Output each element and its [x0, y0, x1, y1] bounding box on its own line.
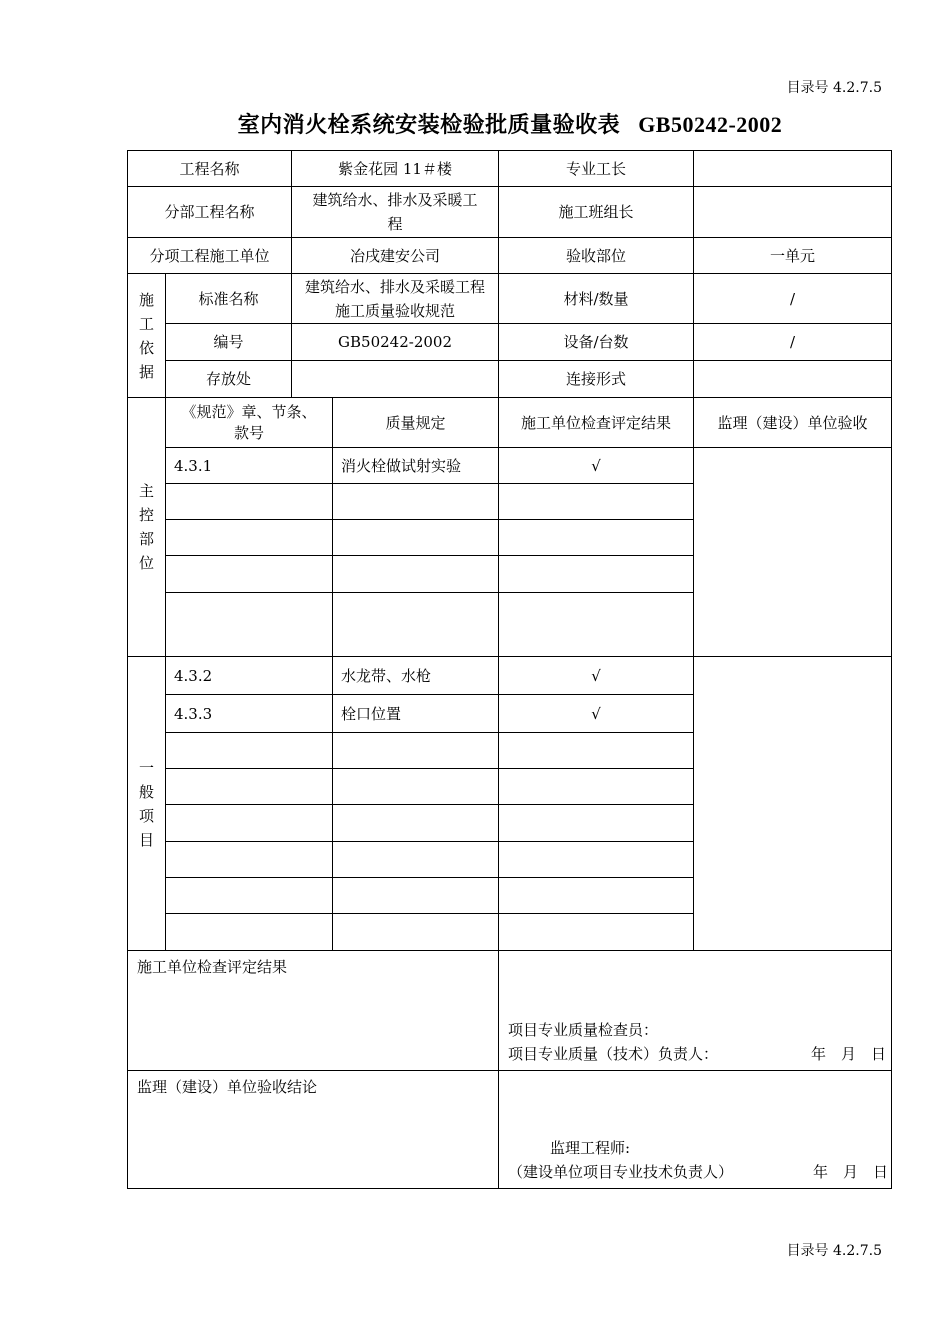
quality-cell: 水龙带、水枪 [333, 657, 499, 695]
connection-value [694, 361, 892, 398]
construction-conclusion-label: 施工单位检查评定结果 [128, 951, 499, 1071]
sub-unit-label: 分项工程施工单位 [128, 238, 292, 274]
result-cell: √ [499, 657, 694, 695]
quality-cell [333, 484, 499, 520]
number-label: 编号 [166, 324, 292, 361]
quality-responsible-text: 项目专业质量（技术）负责人： [508, 1045, 719, 1063]
row-standard [128, 274, 892, 324]
inspection-form-table [127, 150, 892, 1189]
clause-cell [166, 805, 333, 842]
result-cell: √ [499, 695, 694, 733]
standard-label: 标准名称 [166, 274, 292, 324]
team-leader-value [694, 187, 892, 238]
sub-unit-value: 冶戌建安公司 [292, 238, 499, 274]
result-cell [499, 914, 694, 951]
supervision-responsible-line [508, 1160, 891, 1184]
result-cell [499, 769, 694, 805]
result-cell [499, 878, 694, 914]
quality-responsible-line [508, 1042, 891, 1066]
quality-cell [333, 769, 499, 805]
row-storage [128, 361, 892, 398]
clause-cell [166, 914, 333, 951]
clause-cell [166, 593, 333, 657]
number-value: GB50242-2002 [292, 324, 499, 361]
clause-cell: 4.3.3 [166, 695, 333, 733]
supervision-date: 年 月 日 [813, 1163, 889, 1181]
division-label: 分部工程名称 [128, 187, 292, 238]
clause-cell: 4.3.1 [166, 448, 333, 484]
quality-cell [333, 914, 499, 951]
team-leader-label: 施工班组长 [499, 187, 694, 238]
clause-header: 《规范》章、节条、款号 [166, 398, 333, 448]
main-control-label [128, 398, 166, 657]
row-sub-unit [128, 238, 892, 274]
basis-group-text: 施工依据 [139, 290, 155, 381]
location-label: 验收部位 [499, 238, 694, 274]
main-control-supervision-cell [694, 448, 892, 657]
row-project-name [128, 151, 892, 187]
clause-cell [166, 769, 333, 805]
construction-date: 年 月 日 [811, 1045, 887, 1063]
clause-cell: 4.3.2 [166, 657, 333, 695]
general-text: 一般项目 [139, 758, 155, 849]
result-header: 施工单位检查评定结果 [499, 398, 694, 448]
quality-inspector-line: 项目专业质量检查员： [508, 1021, 659, 1039]
foreman-value [694, 151, 892, 187]
quality-cell: 消火栓做试射实验 [333, 448, 499, 484]
row-supervision-conclusion [128, 1071, 892, 1189]
supervision-conclusion-label: 监理（建设）单位验收结论 [128, 1071, 499, 1189]
page-title [0, 108, 950, 139]
material-value: / [694, 274, 892, 324]
result-cell [499, 484, 694, 520]
row-construction-conclusion [128, 951, 892, 1071]
row-number [128, 324, 892, 361]
construction-conclusion-sign [499, 951, 892, 1071]
result-cell [499, 733, 694, 769]
row-division [128, 187, 892, 238]
standard-value: 建筑给水、排水及采暖工程施工质量验收规范 [292, 274, 499, 324]
catalog-number-bottom: 目录号 4.2.7.5 [786, 1243, 882, 1259]
supervision-header: 监理（建设）单位验收 [694, 398, 892, 448]
connection-label: 连接形式 [499, 361, 694, 398]
foreman-label: 专业工长 [499, 151, 694, 187]
general-supervision-cell [694, 657, 892, 951]
supervision-conclusion-sign [499, 1071, 892, 1189]
quality-cell: 栓口位置 [333, 695, 499, 733]
supervision-responsible-text: （建设单位项目专业技术负责人） [508, 1163, 734, 1181]
clause-cell [166, 484, 333, 520]
row-column-headers [128, 398, 892, 448]
result-cell [499, 805, 694, 842]
quality-cell [333, 593, 499, 657]
quality-cell [333, 842, 499, 878]
division-value: 建筑给水、排水及采暖工程 [292, 187, 499, 238]
quality-cell [333, 733, 499, 769]
quality-cell [333, 878, 499, 914]
clause-cell [166, 878, 333, 914]
project-name-label: 工程名称 [128, 151, 292, 187]
quality-header: 质量规定 [333, 398, 499, 448]
quality-cell [333, 805, 499, 842]
result-cell [499, 593, 694, 657]
basis-group-label [128, 274, 166, 398]
general-label [128, 657, 166, 951]
project-name-value: 紫金花园 11＃楼 [292, 151, 499, 187]
clause-cell [166, 520, 333, 556]
result-cell: √ [499, 448, 694, 484]
main-control-text: 主控部位 [139, 482, 155, 572]
title-code: GB50242-2002 [638, 112, 783, 137]
storage-value [292, 361, 499, 398]
result-cell [499, 842, 694, 878]
title-text: 室内消火栓系统安装检验批质量验收表 [237, 112, 621, 138]
storage-label: 存放处 [166, 361, 292, 398]
table-row [128, 657, 892, 695]
result-cell [499, 520, 694, 556]
clause-cell [166, 733, 333, 769]
clause-cell [166, 842, 333, 878]
equipment-value: / [694, 324, 892, 361]
quality-cell [333, 556, 499, 593]
clause-cell [166, 556, 333, 593]
result-cell [499, 556, 694, 593]
table-row [128, 448, 892, 484]
quality-cell [333, 520, 499, 556]
catalog-number-top: 目录号 4.2.7.5 [786, 80, 882, 96]
location-value: 一单元 [694, 238, 892, 274]
equipment-label: 设备/台数 [499, 324, 694, 361]
supervision-engineer-line: 监理工程师: [550, 1139, 631, 1157]
material-label: 材料/数量 [499, 274, 694, 324]
